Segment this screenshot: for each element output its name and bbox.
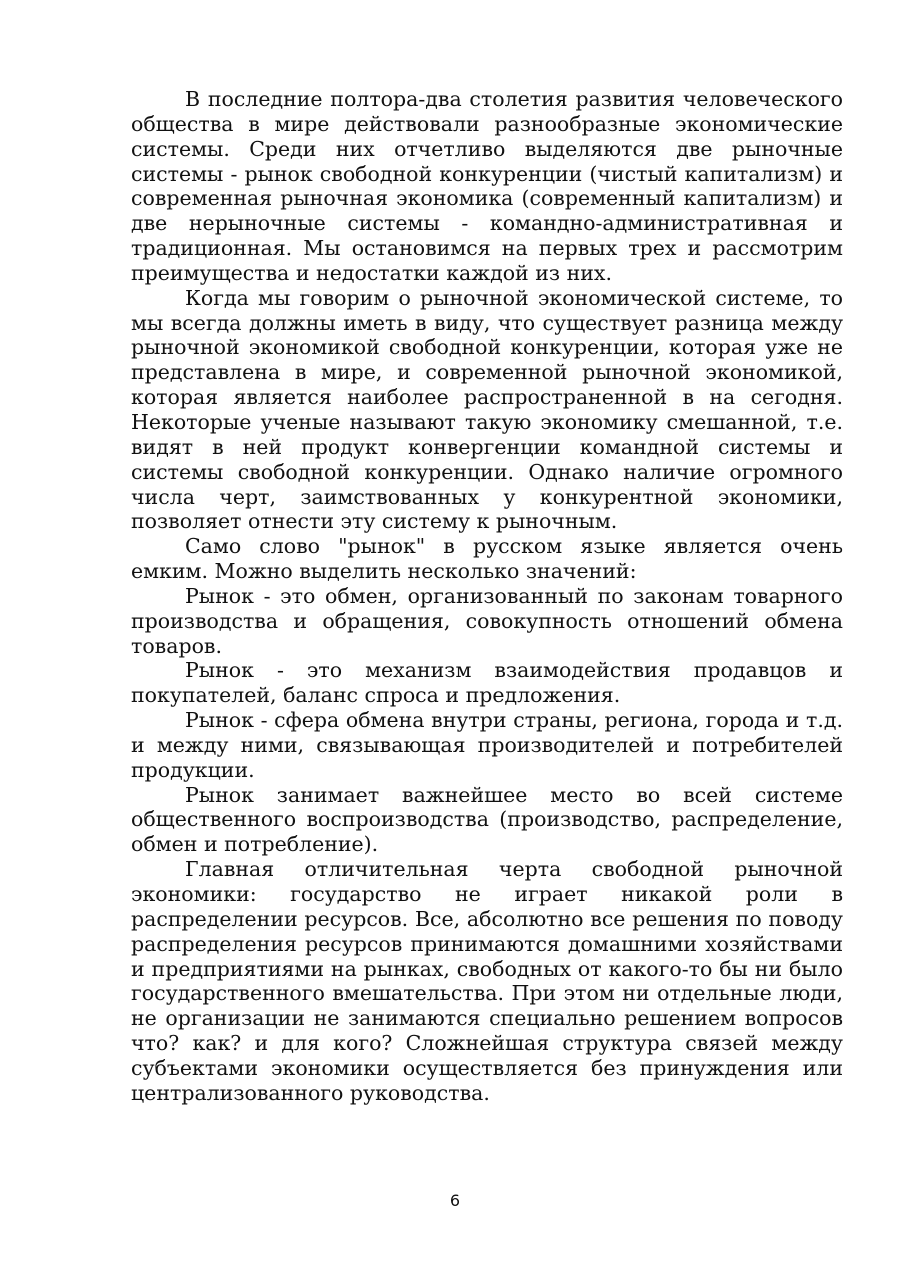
paragraph-main-feature: Главная отличительная черта свободной рыночной экономики: государство не играет никакой роли в распределении ресурсов. Все, абсолютно все решения по поводу распределения ресурсов принимаются домашними хозяйствами и предприятиями на рынках, свободных от какого-то бы ни было государственного вмешательства. При этом ни отдельные люди, не организации не занимаются специально решением вопросов что? как? и для кого? Сложнейшая структура связей между субъектами экономики осуществляется без принуждения или централизованного руководства. [131, 857, 843, 1105]
paragraph-market-exchange: Рынок - это обмен, организованный по законам товарного производства и обращения, совокупность отношений обмена товаров. [131, 583, 843, 658]
paragraph-word-market: Само слово "рынок" в русском языке является очень емким. Можно выделить несколько значений: [131, 534, 843, 584]
paragraph-market-place: Рынок занимает важнейшее место во всей системе общественного воспроизводства (производство, распределение, обмен и потребление). [131, 782, 843, 857]
document-body [131, 87, 843, 1106]
paragraph-market-sphere: Рынок - сфера обмена внутри страны, региона, города и т.д. и между ними, связывающая производителей и потребителей продукции. [131, 708, 843, 782]
paragraph-market-system: Когда мы говорим о рыночной экономической системе, то мы всегда должны иметь в виду, что существует разница между рыночной экономикой свободной конкуренции, которая уже не представлена в мире, и современной рыночной экономикой, которая является наиболее распространенной в на сегодня. Некоторые ученые называют такую экономику смешанной, т.е. видят в ней продукт конвергенции командной системы и системы свободной конкуренции. Однако наличие огромного числа черт, заимствованных у конкурентной экономики, позволяет отнести эту систему к рыночным. [131, 285, 843, 534]
page-number: 6 [449, 1191, 461, 1210]
paragraph-economic-systems: В последние полтора-два столетия развития человеческого общества в мире действовали разнообразные экономические системы. Среди них отчетливо выделяются две рыночные системы - рынок свободной конкуренции (чистый капитализм) и современная рыночная экономика (современный капитализм) и две нерыночные системы - командно-административная и традиционная. Мы остановимся на первых трех и рассмотрим преимущества и недостатки каждой из них. [131, 87, 843, 285]
paragraph-market-mechanism: Рынок - это механизм взаимодействия продавцов и покупателей, баланс спроса и предложения. [131, 658, 843, 708]
